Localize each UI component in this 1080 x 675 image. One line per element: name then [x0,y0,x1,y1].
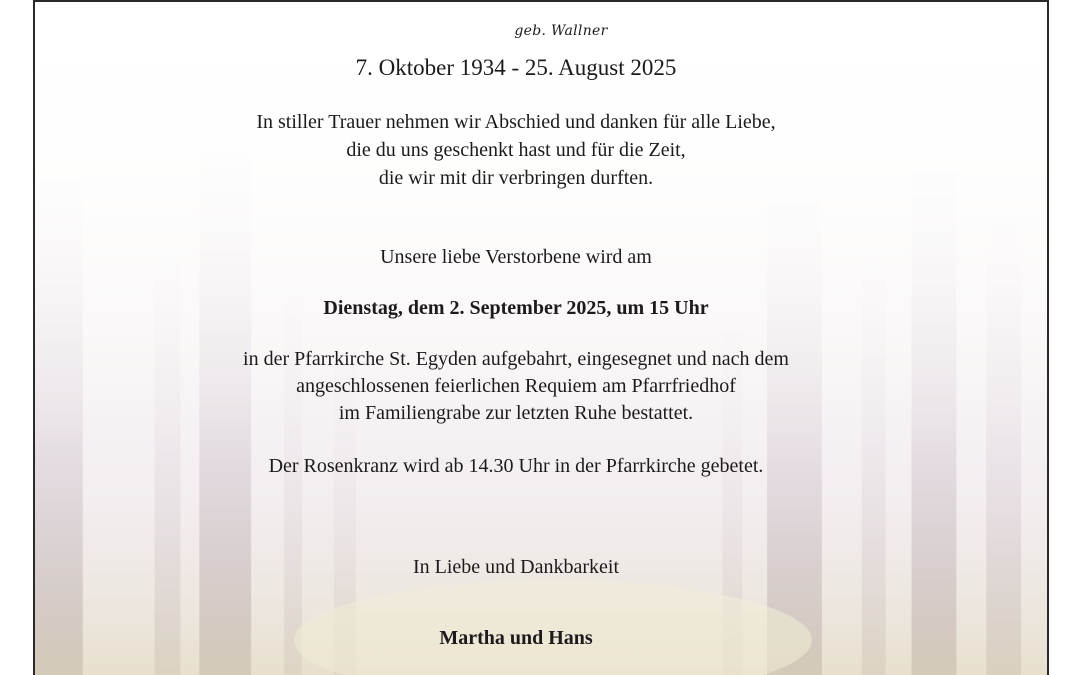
life-dates: 7. Oktober 1934 - 25. August 2025 [355,55,677,80]
farewell-line-2: die du uns geschenkt hast und für die Zeit, [346,139,686,161]
ceremony-details-line-2: angeschlossenen feierlichen Requiem am Pfarrfriedhof [296,375,736,397]
ceremony-details-line-3: im Familiengrabe zur letzten Ruhe bestattet. [338,402,694,424]
obituary-text [35,2,1047,675]
deceased-name-cropped [35,0,1047,4]
maiden-name: geb. Wallner [514,23,608,39]
ceremony-date: Dienstag, dem 2. September 2025, um 15 Uhr [323,297,709,319]
farewell-line-1: In stiller Trauer nehmen wir Abschied und danken für alle Liebe, [256,111,776,133]
rosary-notice: Der Rosenkranz wird ab 14.30 Uhr in der Pfarrkirche gebetet. [268,455,764,477]
funeral-intro: Unsere liebe Verstorbene wird am [380,246,652,268]
closing-words: In Liebe und Dankbarkeit [412,556,620,578]
farewell-line-3: die wir mit dir verbringen durften. [378,167,654,189]
ceremony-details-line-1: in der Pfarrkirche St. Egyden aufgebahrt, eingesegnet und nach dem [243,348,789,370]
signatories: Martha und Hans [439,627,593,649]
obituary-card [33,0,1049,675]
